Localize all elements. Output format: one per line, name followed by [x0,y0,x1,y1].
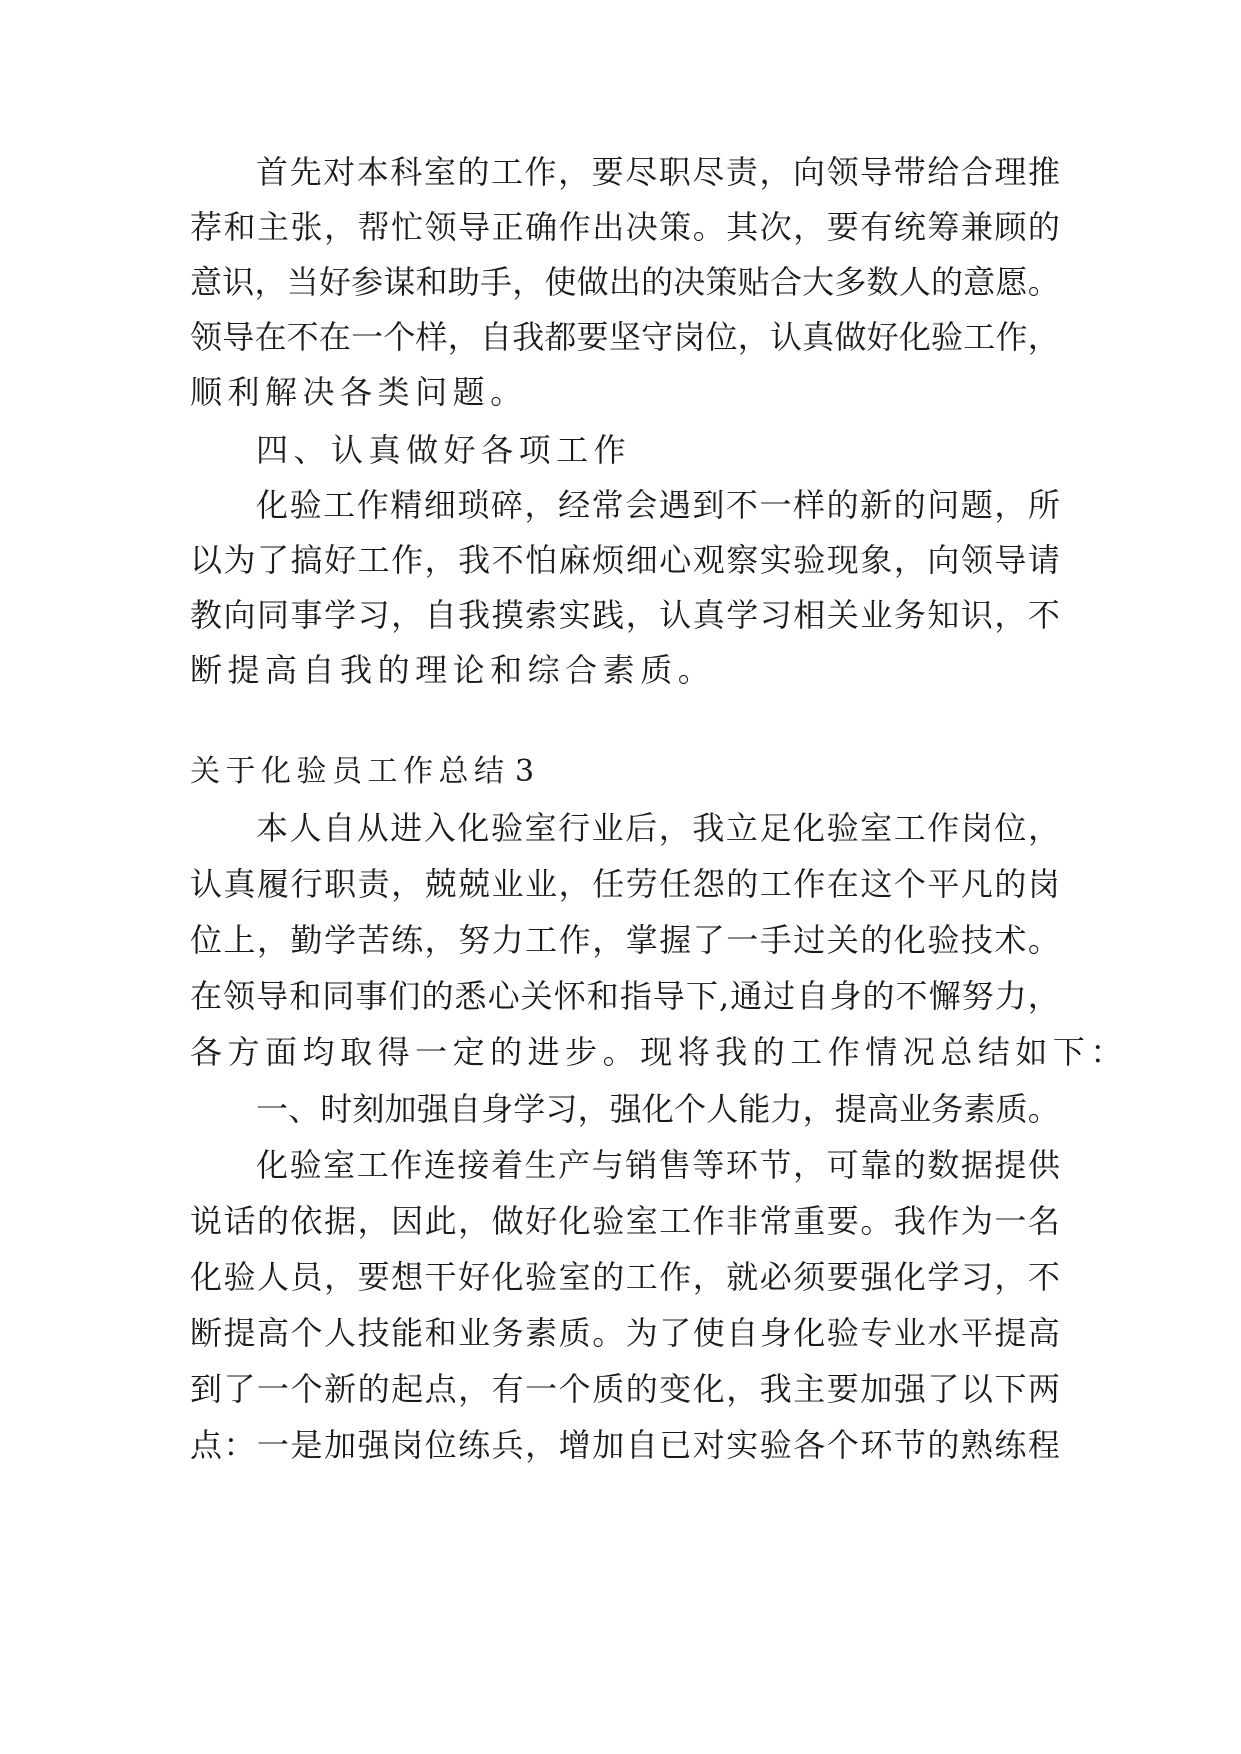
text-line: 教 向 同 事 学 习 ， 自 我 摸 索 实 践 ， 认 真 学 习 相 关 业 务 知 识 ， 不 [190,596,1060,634]
text-line: 说 话 的 依 据 ， 因 此 ， 做 好 化 验 室 工 作 非 常 重 要 。 我 作 为 一 名 [190,1202,1060,1240]
text-line: 断 提 高 个 人 技 能 和 业 务 素 质 。 为 了 使 自 身 化 验 专 业 水 平 提 高 [190,1314,1060,1352]
text-line: 意 识 ， 当 好 参 谋 和 助 手 ， 使 做 出 的 决 策 贴 合 大 多 数 人 的 意 愿 。 [190,263,1060,301]
text-line: 各 方 面 均 取 得 一 定 的 进 步 。 现 将 我 的 工 作 情 况 总 结 如 下 ： [190,1033,1123,1071]
text-line: 化 验 人 员 ， 要 想 干 好 化 验 室 的 工 作 ， 就 必 须 要 强 化 学 习 ， 不 [190,1258,1060,1296]
text-line: 四 、 认 真 做 好 各 项 工 作 [256,431,626,469]
text-line: 顺 利 解 决 各 类 问 题 。 [190,373,523,411]
text-line: 以 为 了 搞 好 工 作 ， 我 不 怕 麻 烦 细 心 观 察 实 验 现 象 ， 向 领 导 请 [190,541,1060,579]
text-line: 认 真 履 行 职 责 ， 兢 兢 业 业 ， 任 劳 任 怨 的 工 作 在 这 个 平 凡 的 岗 [190,865,1060,903]
text-line: 化 验 工 作 精 细 琐 碎 ， 经 常 会 遇 到 不 一 样 的 新 的 问 题 ， 所 [256,486,1060,524]
text-line: 一 、 时 刻 加 强 自 身 学 习 ， 强 化 个 人 能 力 ， 提 高 业 务 素 质 。 [256,1090,1060,1128]
text-line: 领 导 在 不 在 一 个 样 ， 自 我 都 要 坚 守 岗 位 ， 认 真 做 好 化 验 工 作 ， [190,318,1060,356]
section-heading: 关 于 化 验 员 工 作 总 结 3 [190,754,535,789]
text-line: 位 上 ， 勤 学 苦 练 ， 努 力 工 作 ， 掌 握 了 一 手 过 关 的 化 验 技 术 。 [190,921,1060,959]
text-line: 在 领 导 和 同 事 们 的 悉 心 关 怀 和 指 导 下 , 通 过 自 身 的 不 懈 努 力 ， [190,977,1060,1015]
text-line: 点 ： 一 是 加 强 岗 位 练 兵 ， 增 加 自 已 对 实 验 各 个 环 节 的 熟 练 程 [190,1426,1060,1464]
text-line: 到 了 一 个 新 的 起 点 ， 有 一 个 质 的 变 化 ， 我 主 要 加 强 了 以 下 两 [190,1370,1060,1408]
text-line: 首 先 对 本 科 室 的 工 作 ， 要 尽 职 尽 责 ， 向 领 导 带 给 合 理 推 [256,153,1060,191]
text-line: 荐 和 主 张 ， 帮 忙 领 导 正 确 作 出 决 策 。 其 次 ， 要 有 统 筹 兼 顾 的 [190,208,1060,246]
text-line: 本 人 自 从 进 入 化 验 室 行 业 后 ， 我 立 足 化 验 室 工 作 岗 位 ， [256,809,1060,847]
text-line: 化 验 室 工 作 连 接 着 生 产 与 销 售 等 环 节 ， 可 靠 的 数 据 提 供 [256,1146,1060,1184]
text-line: 断 提 高 自 我 的 理 论 和 综 合 素 质 。 [190,651,710,689]
